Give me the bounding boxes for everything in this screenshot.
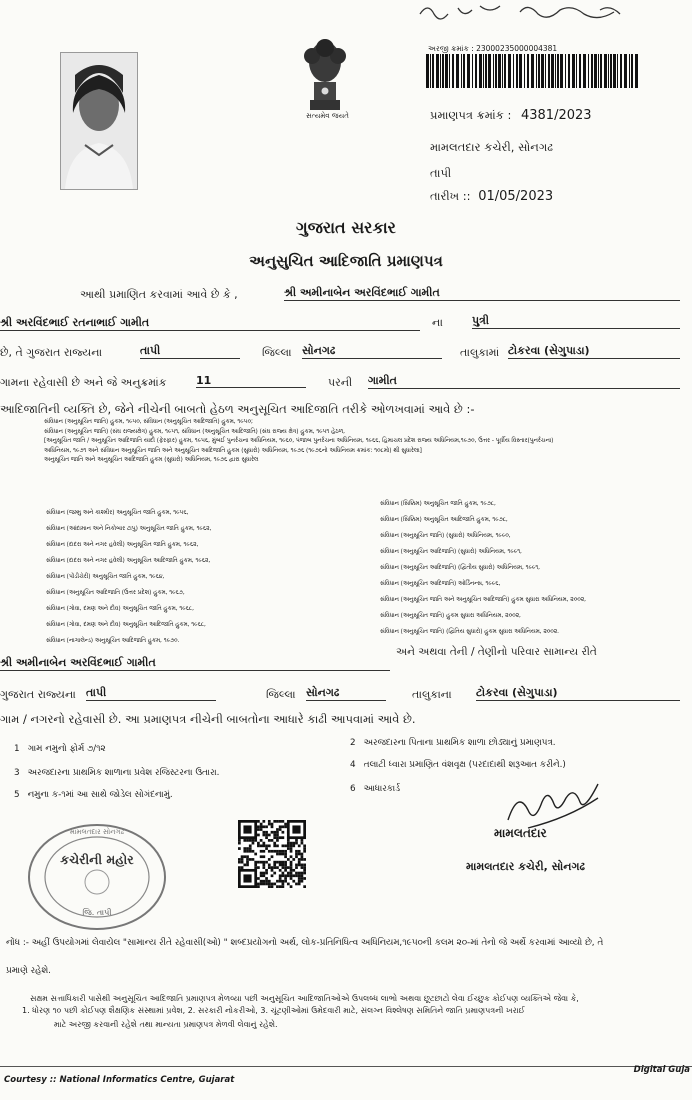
document-text: તલાટી ધ્વારા પ્રમાણિત વંશવૃક્ષ (પરદાદાથી શરૂઆત કરીને.): [363, 760, 566, 770]
family-village: ટોકરવા (સેગુપાડા): [476, 686, 680, 701]
note-3: 1. ધોરણ ૧૦ પછી કોઈપણ શૈક્ષણિક સંસ્થામાં પ્રવેશ, 2. સરકારી નોકરીઓ, 3. ચૂંટણીઓમાં ઉમેદવારી માટે, સંલગ્ન વિશ્લેષણ સમિતિને જાતિ પ્રમાણપત્રની ખરાઈ: [22, 1006, 525, 1015]
verification-qr-code: [238, 818, 306, 890]
order-line: સંવિધાન (દાદરા અને નગર હવેલી) અનુસૂચિત આદિજાતિ હુકમ, ૧૯૬૨,: [46, 558, 211, 564]
document-text: નમુના ક-૧માં આ સાથે જોડેલ સોગંદનામું.: [27, 790, 173, 800]
stamp-text: કચેરીની મહોર: [60, 852, 134, 867]
district-label: જિલ્લા: [262, 346, 292, 359]
document-item: [14, 744, 106, 754]
stamp-bottom: જિ. તાપી: [82, 908, 112, 917]
note-1-continued: પ્રમાણે રહેશે.: [6, 966, 51, 976]
district-value: તાપી: [140, 344, 240, 359]
office-stamp: [26, 822, 168, 932]
document-item: [14, 768, 219, 778]
footer-courtesy: Courtesy :: National Informatics Centre, Gujarat: [4, 1075, 235, 1085]
serial-number: 11: [196, 374, 306, 388]
state-prefix: છે, તે ગુજરાત રાજ્યના: [0, 346, 103, 359]
taluka-label: તાલુકામાં: [460, 346, 500, 359]
document-number: 2: [350, 738, 356, 748]
resident-prefix: ગામના રહેવાસી છે અને જે અનુક્રમાંક: [0, 376, 167, 389]
order-line: સંવિધાન (જમ્મુ અને કાશ્મીર) અનુસૂચિત જાતિ હુકમ, ૧૯૫૬,: [46, 510, 189, 516]
document-text: આધારકાર્ડ: [363, 784, 400, 794]
note-1: નોંધ :- અહીં ઉપયોગમાં લેવાયેલ "સામાન્ય રીતે રહેવાસી(ઓ) " શબ્દપ્રયોગનો અર્થ, લોક-પ્રતિનિધિત્વ અધિનિયમ,૧૯૫૦ની કલમ ૨૦-માં તેનો જે અર્થે કરવામાં આવ્યો છે, તે: [6, 938, 604, 948]
order-line: સંવિધાન (સિક્કિમ) અનુસૂચિત જાતિ હુકમ, ૧૯૭૮,: [380, 501, 496, 507]
order-line: સંવિધાન (પોંડીચેરી) અનુસૂચિત જાતિ હુકમ, ૧૯૬૪,: [46, 574, 165, 580]
certificate-title: અનુસુચિત આદિજાતિ પ્રમાણપત્ર: [249, 252, 443, 270]
document-number: 5: [14, 790, 20, 800]
issuing-office: મામલતદાર કચેરી, સોનગઢ: [430, 140, 553, 154]
signatory-designation: મામલતદાર: [494, 826, 547, 840]
document-text: ગામ નમુનો ફોર્મ ૭/૧૨: [27, 744, 106, 754]
document-number: 4: [350, 760, 356, 770]
order-line: સંવિધાન (ગોવા, દમણ અને દીવ) અનુસૂચિત જાતિ હુકમ, ૧૯૬૮,: [46, 606, 194, 612]
tribe-prefix: પરની: [328, 376, 353, 389]
document-item: [14, 790, 173, 800]
footer: [0, 1066, 692, 1100]
footer-digital: Digital Guja: [633, 1065, 690, 1075]
family-name: શ્રી અમીનાબેન અરવિંદભાઈ ગામીત: [0, 656, 390, 671]
emblem-motto: સત્યમેવ જયતે: [306, 112, 349, 120]
applicant-name: શ્રી અમીનાબેન અરવિંદભાઈ ગામીત: [284, 286, 680, 301]
tribe-name: ગામીત: [368, 374, 680, 389]
father-name: શ્રી અરવિંદભાઈ રતનાભાઈ ગામીત: [0, 316, 420, 331]
issue-date-line: [430, 189, 553, 204]
family-taluka: સોનગઢ: [306, 686, 386, 701]
document-item: [350, 784, 400, 794]
orders-right-list: [380, 496, 680, 640]
orders-top-list: [44, 418, 684, 466]
order-line: સંવિધાન (અનુસૂચિત આદિજાતિ) (સુધારો) અધિનિયમ, ૧૯૯૧,: [380, 549, 522, 555]
certify-prefix: આથી પ્રમાણિત કરવામાં આવે છે કે ,: [80, 288, 238, 301]
issue-date-label: તારીખ ::: [430, 189, 471, 203]
orders-left-list: [46, 505, 346, 649]
order-line: સંવિધાન (અનુસૂચિત આદિજાતિ) (દ્વિતીય સુધારો) અધિનિયમ, ૧૯૯૧,: [380, 565, 541, 571]
order-line: સંવિધાન (દાદરા અને નગર હવેલી) અનુસૂચિત જાતિ હુકમ, ૧૯૬૨,: [46, 542, 199, 548]
and-or-line: અને અથવા તેની / તેણીનો પરિવાર સામાન્ય રીતે: [396, 646, 597, 658]
order-line: સંવિધાન (અનુસૂચિત જાતિ) હુકમ, ૧૯૫૦, સંવિધાન (અનુસૂચિત આદિજાતિ) હુકમ, ૧૯૫૦;: [44, 419, 253, 425]
order-line: સંવિધાન (અનુસૂચિત જાતિ) (દ્વિતિય સુધારો) હુકમ સુધારા અધિનિયમ, ૨૦૦૨.: [380, 629, 559, 635]
document-item: [350, 760, 566, 770]
document-number: 6: [350, 784, 356, 794]
note-2: સક્ષમ સત્તાધિકારી પાસેથી અનુસૂચિત આદિજાતિ પ્રમાણપત્ર મેળવ્યા પછી અનુસૂચિત આદિજાતિઓએ ઉપલબ્ધ લાભો અથવા છૂટછાટો લેવા ઈચ્છુક કોઈપણ વ્યક્તિએ જેવા કે,: [30, 994, 579, 1003]
na-label: ના: [432, 316, 443, 329]
relation: પુત્રી: [472, 314, 680, 329]
order-line: સંવિધાન (આંદામાન અને નિકોબાર ટાપુ) અનુસૂચિત જાતિ હુકમ, ૧૯૬૨,: [46, 526, 212, 532]
signatory-office: મામલતદાર કચેરી, સોનગઢ: [466, 860, 585, 873]
barcode: [426, 54, 641, 88]
order-line: અનુસૂચિત જાતિ અને અનુસૂચિત આદિજાતિ હુકમ (સુધારો) અધિનિયમ, ૧૯૭૬ દ્વારા સુધારેલ: [44, 457, 259, 463]
order-line: સંવિધાન (અનુસૂચિત આદિજાતિ) ઓર્ડિનન્સ, ૧૯૯૬,: [380, 581, 501, 587]
issuing-district: તાપી: [430, 166, 452, 180]
order-line: સંવિધાન (ગોવા, દમણ અને દીવ) અનુસૂચિત આદિજાતિ હુકમ, ૧૯૬૮,: [46, 622, 206, 628]
family-district: તાપી: [86, 686, 216, 701]
issue-basis-line: ગામ / નગરનો રહેવાસી છે. આ પ્રમાણપત્ર નીચેની બાબતોના આધારે કાઢી આપવામાં આવે છે.: [0, 712, 416, 726]
applicant-photo: [60, 52, 138, 190]
certificate-number-line: [430, 108, 592, 123]
state-emblem-icon: [290, 30, 360, 120]
order-line: સંવિધાન (સિક્કિમ) અનુસૂચિત આદિજાતિ હુકમ, ૧૯૭૮,: [380, 517, 508, 523]
document-text: અરજદારના પ્રાથમિક શાળાના પ્રવેશ રજિસ્ટરના ઉતારા.: [27, 768, 220, 778]
certificate-number: 4381/2023: [520, 108, 592, 123]
village-value: ટોકરવા (સેગુપાડા): [508, 344, 680, 359]
family-taluka-label: તાલુકાના: [412, 688, 452, 701]
government-title: ગુજરાત સરકાર: [296, 218, 396, 237]
order-line: સંવિધાન (અનુસૂચિત જાતિ) (સંઘ રાજ્યક્ષેત્ર) હુકમ, ૧૯૫૧, સંવિધાન (અનુસૂચિત આદિજાતિ) (સંઘ રાજ્ય ક્ષેત્ર) હુકમ, ૧૯૫૧ હેઠળ,: [44, 428, 345, 435]
handwriting-scribble: [380, 0, 680, 22]
tribe-recognition-line: આદિજાતિની વ્યક્તિ છે, જેને નીચેની બાબતો હેઠળ અનુસૂચિત આદિજાતિ તરીકે ઓળખવામાં આવે છે :-: [0, 402, 475, 416]
document-text: અરજદારના પિતાના પ્રાથમિક શાળા છોડ્યાનું પ્રમાણપત્ર.: [363, 738, 556, 748]
application-number: અરજી ક્રમાંક : 23000235000004381: [428, 44, 558, 53]
stamp-top-arc: મામલતદાર સોનગઢ: [69, 828, 125, 836]
order-line: [અનુસૂચિત જાતિ / અનુસૂચિત આદિજાતિ યાદી (ફેરફાર) હુકમ, ૧૯૫૬, મુંબઈ પુનર્રચના અધિનિયમ, ૧૯૬૦, પંજાબ પુનર્રચના અધિનિયમ, ૧૯૬૬, હિમાચલ પ્રદેશ રાજ્ય અધિનિયમ,૧૯૭૦, ઉત્તર - પૂર્વીય વિસ્તાર(પુનર્રચના): [44, 438, 554, 444]
order-line: સંવિધાન (નાગાલેન્ડ) અનુસૂચિત આદિજાતિ હુકમ, ૧૯૭૦.: [46, 638, 180, 644]
family-state-prefix: ગુજરાત રાજ્યના: [0, 688, 76, 701]
document-number: 1: [14, 744, 20, 754]
order-line: સંવિધાન (અનુસૂચિત જાતિ અને અનુસૂચિત આદિજાતિ) હુકમ સુધારા અધિનિયમ, ૨૦૦૨,: [380, 597, 586, 603]
note-4: માટે અરજી કરવાની રહેશે તથા માન્યતા પ્રમાણપત્ર મેળવી લેવાનું રહેશે.: [54, 1020, 278, 1029]
taluka-value: સોનગઢ: [302, 344, 442, 359]
document-number: 3: [14, 768, 20, 778]
certificate-number-label: પ્રમાણપત્ર ક્રમાંક :: [430, 108, 512, 122]
document-item: [350, 738, 556, 748]
order-line: સંવિધાન (અનુસૂચિત આદિજાતિ (ઉત્તર પ્રદેશ) હુકમ, ૧૯૬૭,: [46, 590, 185, 596]
order-line: સંવિધાન (અનુસૂચિત જાતિ) હુકમ સુધારા અધિનિયમ, ૨૦૦૨,: [380, 613, 521, 619]
family-district-label: જિલ્લા: [266, 688, 296, 701]
order-line: અધિનિયમ, ૧૯૭૧ અને સંવિધાન અનુસૂચિત જાતિ અને અનુસૂચિત આદિજાતિ હુકમ (સુધારો) અધિનિયમ, ૧૯૭૬ (૧૯૭૬નો અધિનિયમ ક્રમાંક: ૧૦૮મો) થી સુધારેલા]: [44, 447, 422, 454]
order-line: સંવિધાન (અનુસૂચિત જાતિ) (સુધારો) અધિનિયમ, ૧૯૯૦,: [380, 533, 511, 539]
issue-date: 01/05/2023: [478, 189, 554, 204]
